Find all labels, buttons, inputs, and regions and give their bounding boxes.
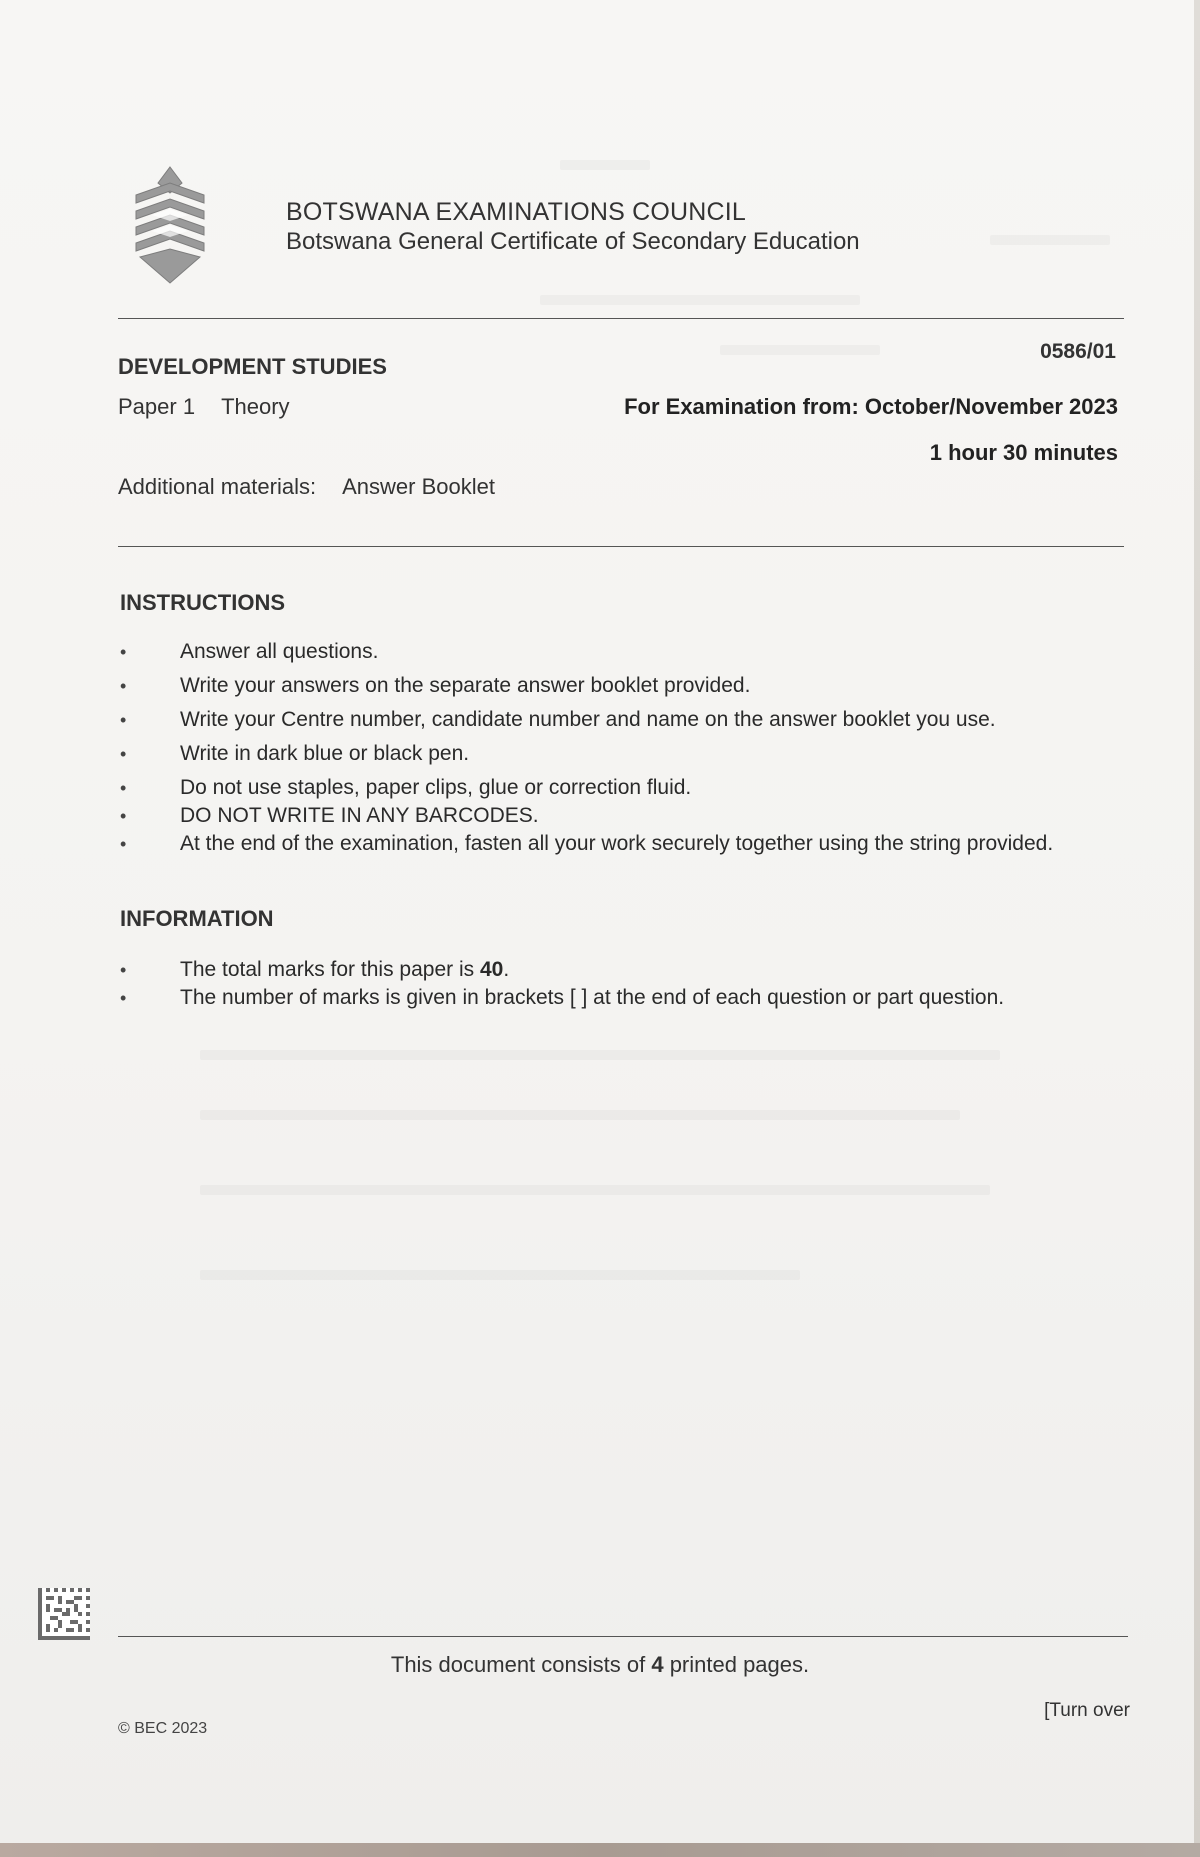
bullet-icon: •: [120, 642, 127, 662]
certificate-name: Botswana General Certificate of Secondary Education: [286, 228, 860, 255]
bleed-through-text: [200, 1185, 990, 1195]
materials-value: Answer Booklet: [342, 474, 495, 499]
bleed-through-text: [200, 1110, 960, 1120]
total-marks-prefix: The total marks for this paper is: [180, 958, 480, 981]
paper-line: [118, 394, 290, 420]
instruction-item: • Write in dark blue or black pen.: [120, 740, 1115, 768]
bullet-icon: •: [120, 710, 127, 730]
bullet-icon: •: [120, 988, 127, 1008]
paper-type: Theory: [221, 394, 290, 419]
bec-chevron-logo-icon: [130, 165, 210, 285]
desk-surface: [0, 1843, 1200, 1857]
bleed-through-text: [200, 1270, 800, 1280]
total-marks-value: 40: [479, 958, 504, 981]
datamatrix-barcode-icon: [38, 1588, 90, 1640]
turn-over: [Turn over: [1044, 1700, 1130, 1721]
total-marks-suffix: .: [503, 958, 510, 981]
exam-duration: 1 hour 30 minutes: [929, 440, 1118, 465]
page-count-note: This document consists of 4 printed pages.: [390, 1652, 810, 1677]
additional-materials: [118, 474, 495, 500]
paper-number: Paper 1: [118, 394, 196, 419]
examination-session: For Examination from: October/November 2023: [624, 394, 1118, 419]
top-divider: [118, 318, 1124, 319]
council-name: BOTSWANA EXAMINATIONS COUNCIL: [286, 198, 747, 226]
bleed-through-text: [560, 160, 650, 170]
instruction-item: • Do not use staples, paper clips, glue or correction fluid.: [120, 774, 1115, 802]
bullet-icon: •: [120, 676, 127, 696]
bleed-through-text: [540, 295, 860, 305]
information-heading: INFORMATION: [120, 906, 274, 931]
instruction-item: • Write your answers on the separate answer booklet provided.: [120, 672, 1115, 700]
instruction-item: • Answer all questions.: [120, 638, 1115, 666]
materials-label: Additional materials:: [118, 474, 317, 499]
instruction-item: • Write your Centre number, candidate number and name on the answer booklet you use.: [120, 706, 1115, 734]
bullet-icon: •: [120, 778, 127, 798]
bullet-icon: •: [120, 806, 127, 826]
bleed-through-text: [990, 235, 1110, 245]
information-item: [120, 956, 1115, 984]
bullet-icon: •: [120, 744, 127, 764]
copyright: © BEC 2023: [118, 1720, 208, 1737]
instruction-item: • At the end of the examination, fasten all your work securely together using the string provided.: [120, 830, 1115, 858]
information-list: [120, 956, 1115, 1012]
information-item: • The number of marks is given in brackets [ ] at the end of each question or part question.: [120, 984, 1115, 1012]
bullet-icon: •: [120, 834, 127, 854]
bleed-through-text: [200, 1050, 1000, 1060]
instruction-item: • DO NOT WRITE IN ANY BARCODES.: [120, 802, 1115, 830]
middle-divider: [118, 546, 1124, 547]
footer-divider: [118, 1636, 1128, 1637]
paper-edge: [1194, 0, 1200, 1857]
bleed-through-text: [720, 345, 880, 355]
subject-title: DEVELOPMENT STUDIES: [118, 354, 387, 379]
instructions-list: [120, 638, 1115, 858]
instructions-heading: INSTRUCTIONS: [120, 590, 285, 615]
bullet-icon: •: [120, 960, 127, 980]
page-count: 4: [651, 1652, 664, 1677]
paper-code: 0586/01: [1040, 340, 1116, 363]
